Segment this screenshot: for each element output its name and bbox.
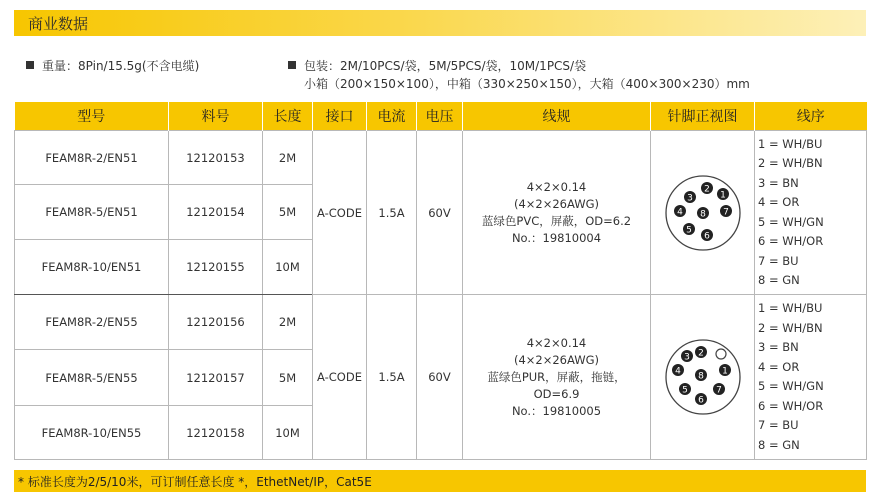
header-model: 型号 bbox=[15, 102, 169, 131]
length-cell: 5M bbox=[263, 350, 313, 406]
sequence-item: 8 = GN bbox=[758, 437, 800, 452]
sequence-item: 6 = WH/OR bbox=[758, 234, 824, 248]
footer-note-bar bbox=[14, 470, 866, 492]
sequence-item: 6 = WH/OR bbox=[758, 398, 824, 413]
bullet-square-icon bbox=[288, 61, 296, 69]
wire-spec-cell bbox=[463, 295, 651, 460]
section-header-bar bbox=[14, 10, 866, 36]
wire-spec-line: OD=6.9 bbox=[533, 386, 580, 401]
length-cell: 10M bbox=[263, 406, 313, 460]
model-cell: FEAM8R-5/EN55 bbox=[15, 350, 169, 406]
pin-2-label: 2 bbox=[703, 184, 710, 194]
pin-6-label: 6 bbox=[703, 231, 710, 241]
pin-7-label: 7 bbox=[715, 385, 722, 396]
sequence-item: 2 = WH/BN bbox=[758, 320, 823, 335]
wire-spec-cell bbox=[463, 131, 651, 295]
table-row bbox=[15, 295, 867, 350]
model-cell: FEAM8R-2/EN51 bbox=[15, 131, 169, 185]
pin-3-label: 3 bbox=[686, 193, 693, 203]
pin-8-label: 8 bbox=[697, 371, 704, 382]
interface-cell: A-CODE bbox=[313, 295, 367, 460]
wire-spec-line: (4×2×26AWG) bbox=[513, 196, 600, 211]
wire-spec-line: 蓝绿色PUR，屏蔽，拖链， bbox=[487, 369, 626, 384]
length-cell: 10M bbox=[263, 240, 313, 295]
sequence-item: 2 = WH/BN bbox=[758, 156, 823, 170]
weight-text: 重量：8Pin/15.5g(不含电缆) bbox=[42, 59, 200, 73]
voltage-cell: 60V bbox=[417, 295, 463, 460]
wire-spec-line: 4×2×0.14 bbox=[526, 179, 587, 194]
header-interface: 接口 bbox=[313, 102, 367, 131]
sequence-item: 8 = GN bbox=[758, 273, 800, 287]
sequence-item: 4 = OR bbox=[758, 359, 800, 374]
wire-spec-line: 4×2×0.14 bbox=[526, 335, 587, 350]
sequence-item: 1 = WH/BU bbox=[758, 301, 823, 315]
header-voltage: 电压 bbox=[417, 102, 463, 131]
section-title: 商业数据 bbox=[28, 15, 89, 33]
sequence-item: 4 = OR bbox=[758, 195, 800, 209]
pin-5-label: 5 bbox=[685, 225, 692, 235]
wire-spec-line: 蓝绿色PVC，屏蔽，OD=6.2 bbox=[481, 213, 632, 228]
part-number-cell: 12120155 bbox=[169, 240, 263, 295]
pin-view-cell bbox=[651, 131, 755, 295]
pin-1-label: 1 bbox=[719, 190, 726, 200]
packing-info-line2 bbox=[304, 75, 750, 92]
pin-3-label: 3 bbox=[683, 352, 690, 363]
part-number-cell: 12120156 bbox=[169, 295, 263, 350]
coding-key-notch bbox=[716, 349, 726, 359]
model-cell: FEAM8R-10/EN51 bbox=[15, 240, 169, 295]
pin-6-label: 6 bbox=[697, 395, 704, 406]
product-spec-table bbox=[14, 102, 867, 460]
connector-pinout-diagram bbox=[663, 337, 743, 417]
wire-sequence-cell bbox=[755, 295, 867, 460]
header-wire-gauge: 线规 bbox=[463, 102, 651, 131]
part-number-cell: 12120154 bbox=[169, 185, 263, 240]
table-row bbox=[15, 131, 867, 185]
part-number-cell: 12120157 bbox=[169, 350, 263, 406]
footer-note: * 标准长度为2/5/10米，可订制任意长度 *，EthetNet/IP，Cat5E bbox=[18, 475, 372, 489]
length-cell: 2M bbox=[263, 131, 313, 185]
part-number-cell: 12120153 bbox=[169, 131, 263, 185]
sequence-item: 5 = WH/GN bbox=[758, 214, 824, 229]
sequence-item: 1 = WH/BU bbox=[758, 136, 823, 151]
length-cell: 2M bbox=[263, 295, 313, 350]
packing-info bbox=[288, 57, 586, 74]
packing-text-line1: 包装：2M/10PCS/袋，5M/5PCS/袋，10M/1PCS/袋 bbox=[304, 59, 587, 73]
header-part-number: 料号 bbox=[169, 102, 263, 131]
pin-4-label: 4 bbox=[676, 207, 683, 217]
current-cell: 1.5A bbox=[367, 295, 417, 460]
header-wire-sequence: 线序 bbox=[755, 102, 867, 131]
weight-info bbox=[26, 57, 199, 74]
sequence-item: 7 = BU bbox=[758, 253, 799, 268]
interface-cell: A-CODE bbox=[313, 131, 367, 295]
wire-sequence-cell bbox=[755, 131, 867, 295]
model-cell: FEAM8R-10/EN55 bbox=[15, 406, 169, 460]
connector-pinout-diagram bbox=[663, 173, 743, 253]
pin-view-cell bbox=[651, 295, 755, 460]
current-cell: 1.5A bbox=[367, 131, 417, 295]
voltage-cell: 60V bbox=[417, 131, 463, 295]
length-cell: 5M bbox=[263, 185, 313, 240]
sequence-item: 3 = BN bbox=[758, 340, 799, 354]
sequence-item: 7 = BU bbox=[758, 418, 799, 432]
pin-8-label: 8 bbox=[699, 209, 706, 219]
part-number-cell: 12120158 bbox=[169, 406, 263, 460]
sequence-item: 3 = BN bbox=[758, 175, 799, 190]
pin-5-label: 5 bbox=[681, 385, 688, 396]
packing-text-line2: 小箱（200×150×100），中箱（330×250×150），大箱（400×300×230）mm bbox=[304, 77, 750, 91]
header-current: 电流 bbox=[367, 102, 417, 131]
sequence-item: 5 = WH/GN bbox=[758, 379, 824, 393]
pin-1-label: 1 bbox=[721, 366, 728, 377]
wire-spec-line: No.：19810004 bbox=[511, 230, 602, 245]
pin-2-label: 2 bbox=[697, 348, 704, 359]
table-header-row bbox=[15, 102, 867, 131]
wire-spec-line: No.：19810005 bbox=[511, 403, 602, 418]
model-cell: FEAM8R-5/EN51 bbox=[15, 185, 169, 240]
header-length: 长度 bbox=[263, 102, 313, 131]
pin-4-label: 4 bbox=[674, 366, 681, 377]
pin-7-label: 7 bbox=[722, 207, 729, 217]
bullet-square-icon bbox=[26, 61, 34, 69]
header-pin-view: 针脚正视图 bbox=[651, 102, 755, 131]
wire-spec-line: (4×2×26AWG) bbox=[513, 352, 600, 367]
model-cell: FEAM8R-2/EN55 bbox=[15, 295, 169, 350]
